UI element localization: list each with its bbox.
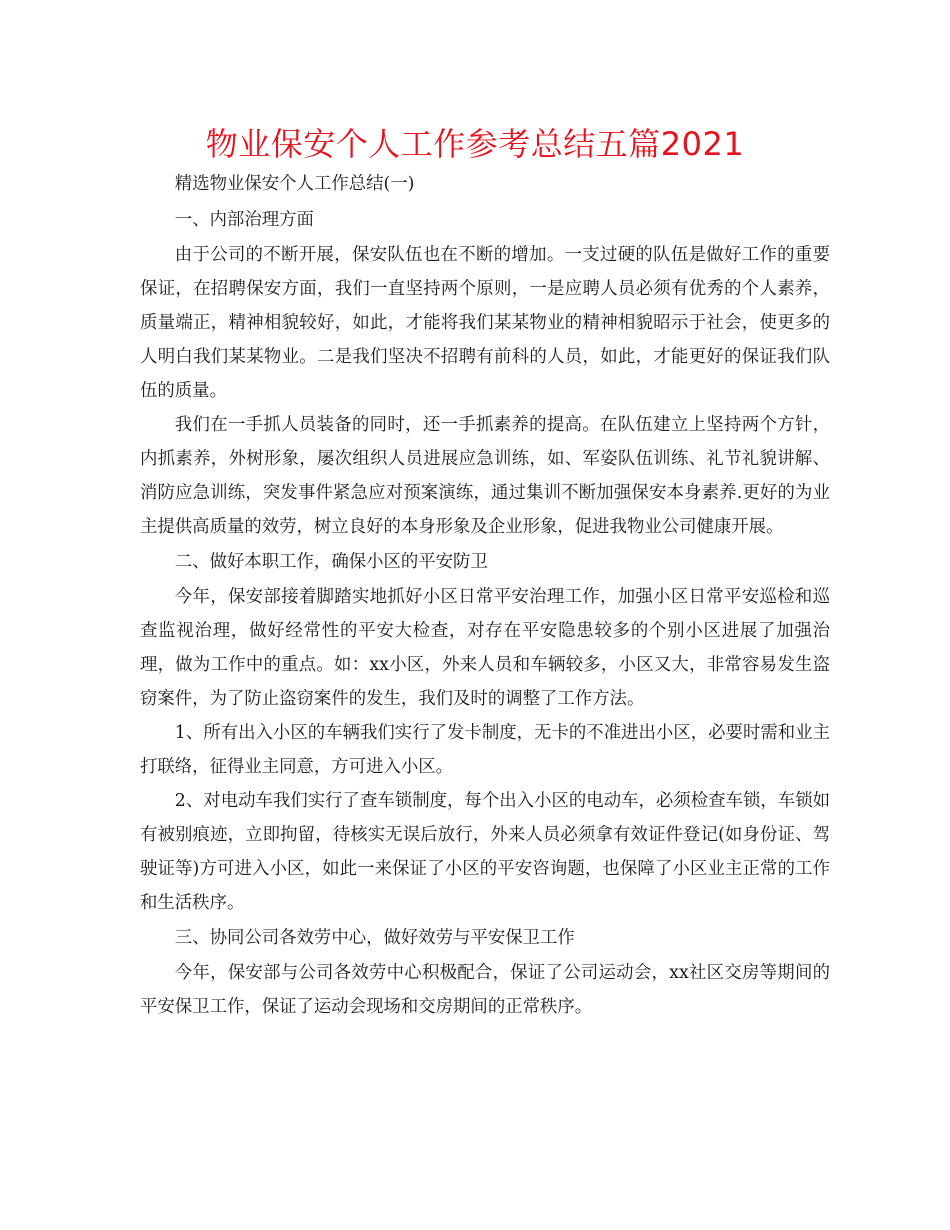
section-heading: 二、做好本职工作，确保小区的平安防卫 <box>174 552 488 572</box>
document-body <box>140 166 830 1024</box>
section-heading: 三、协同公司各效劳中心，做好效劳与平安保卫工作 <box>174 928 575 948</box>
document-title: 物业保安个人工作参考总结五篇2021 <box>205 125 745 163</box>
body-paragraph: 由于公司的不断开展，保安队伍也在不断的增加。一支过硬的队伍是做好工作的重要保证，在招聘保安方面，我们一直坚持两个原则，一是应聘人员必须有优秀的个人素养，质量端正，精神相貌较好，如此，才能将我们某某物业的精神相貌昭示于社会，使更多的人明白我们某某物业。二是我们坚决不招聘有前科的人员，如此，才能更好的保证我们队伍的质量。 <box>140 245 830 401</box>
body-paragraph: 今年，保安部接着脚踏实地抓好小区日常平安治理工作，加强小区日常平安巡检和巡查监视治理，做好经常性的平安大检查，对存在平安隐患较多的个别小区进展了加强治理，做为工作中的重点。如：xx小区，外来人员和车辆较多，小区又大，非常容易发生盗窃案件，为了防止盗窃案件的发生，我们及时的调整了工作方法。 <box>140 587 830 709</box>
body-paragraph: 今年，保安部与公司各效劳中心积极配合，保证了公司运动会，xx社区交房等期间的平安保卫工作，保证了运动会现场和交房期间的正常秩序。 <box>140 963 830 1017</box>
section-heading: 一、内部治理方面 <box>174 210 314 230</box>
body-paragraph: 1、所有出入小区的车辆我们实行了发卡制度，无卡的不准进出小区，必要时需和业主打联络，征得业主同意，方可进入小区。 <box>140 723 830 777</box>
body-paragraph: 2、对电动车我们实行了查车锁制度，每个出入小区的电动车，必须检查车锁，车锁如有被别痕迹，立即拘留，待核实无误后放行，外来人员必须拿有效证件登记(如身份证、驾驶证等)方可进入小区，如此一来保证了小区的平安咨询题，也保障了小区业主正常的工作和生活秩序。 <box>140 791 830 913</box>
body-paragraph: 我们在一手抓人员装备的同时，还一手抓素养的提高。在队伍建立上坚持两个方针，内抓素养，外树形象，屡次组织人员进展应急训练，如、军姿队伍训练、礼节礼貌讲解、消防应急训练，突发事件紧急应对预案演练，通过集训不断加强保安本身素养.更好的为业主提供高质量的效劳，树立良好的本身形象及企业形象，促进我物业公司健康开展。 <box>140 415 830 537</box>
section-subtitle: 精选物业保安个人工作总结(一) <box>174 174 415 194</box>
